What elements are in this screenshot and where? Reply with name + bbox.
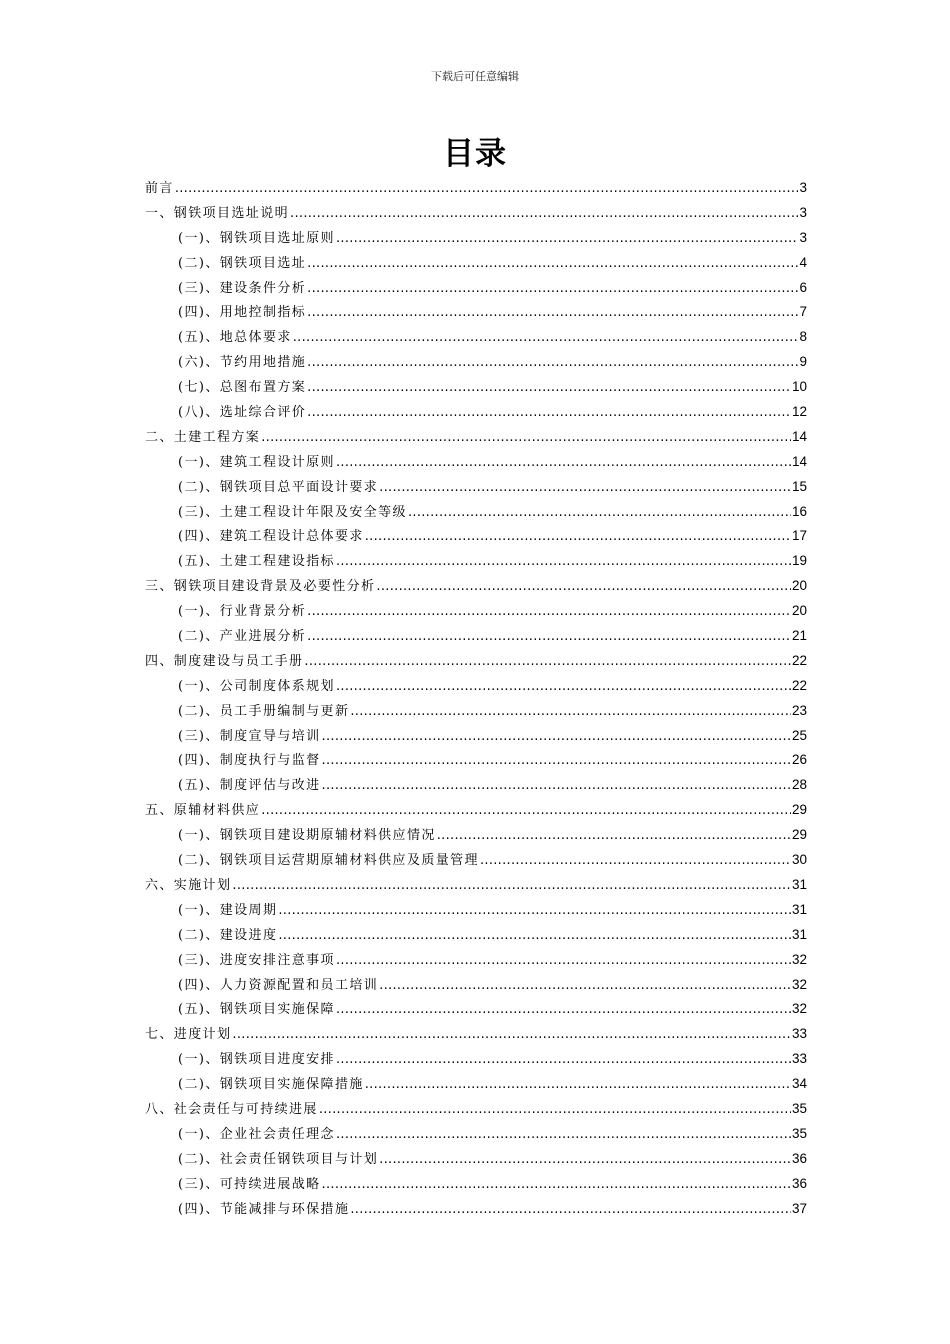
dot-leader [365, 525, 791, 550]
toc-entry-label: (七)、总图布置方案 [178, 380, 307, 396]
dot-leader [408, 501, 791, 526]
toc-entry-page-number: 36 [791, 1175, 807, 1191]
toc-entry-label: (三)、进度安排注意事项 [178, 952, 335, 968]
toc-entry[interactable] [145, 574, 807, 599]
toc-entry[interactable] [145, 425, 807, 450]
toc-entry[interactable] [145, 973, 807, 998]
dot-leader [278, 924, 791, 949]
toc-entry-label: (五)、钢铁项目实施保障 [178, 1002, 335, 1018]
toc-entry-label: (五)、土建工程建设指标 [178, 554, 335, 570]
toc-entry-label: (二)、社会责任钢铁项目与计划 [178, 1151, 379, 1167]
toc-entry-label: (一)、钢铁项目进度安排 [178, 1052, 335, 1068]
toc-entry-label: 四、制度建设与员工手册 [145, 653, 304, 669]
toc-entry-label: (一)、企业社会责任理念 [178, 1126, 335, 1142]
toc-entry-label: (四)、建筑工程设计总体要求 [178, 529, 364, 545]
dot-leader [336, 227, 799, 252]
dot-leader [307, 376, 791, 401]
toc-entry-page-number: 21 [791, 628, 807, 644]
dot-leader [350, 700, 791, 725]
dot-leader [322, 1173, 791, 1198]
toc-entry-label: (四)、人力资源配置和员工培训 [178, 977, 379, 993]
dot-leader [307, 600, 791, 625]
dot-leader [307, 625, 791, 650]
dot-leader [336, 451, 791, 476]
dot-leader [307, 252, 798, 277]
toc-entry[interactable] [145, 549, 807, 574]
toc-entry-page-number: 10 [791, 379, 807, 395]
dot-leader [322, 725, 791, 750]
dot-leader [278, 899, 791, 924]
toc-entry-page-number: 32 [791, 951, 807, 967]
dot-leader [336, 550, 791, 575]
toc-entry[interactable] [145, 1172, 807, 1197]
toc-entry[interactable] [145, 1197, 807, 1222]
dot-leader [293, 326, 799, 351]
toc-entry-page-number: 14 [791, 453, 807, 469]
toc-entry-label: (二)、钢铁项目运营期原辅材料供应及质量管理 [178, 853, 479, 869]
toc-entry-page-number: 29 [791, 827, 807, 843]
toc-entry[interactable] [145, 1097, 807, 1122]
toc-entry-page-number: 34 [791, 1076, 807, 1092]
page-title: 目录 [443, 136, 507, 172]
dot-leader [376, 575, 791, 600]
toc-entry-page-number: 35 [791, 1100, 807, 1116]
toc-entry-page-number: 3 [799, 229, 807, 245]
toc-entry-page-number: 30 [791, 852, 807, 868]
toc-entry[interactable] [145, 251, 807, 276]
toc-entry-label: (二)、钢铁项目总平面设计要求 [178, 479, 379, 495]
dot-leader [261, 799, 791, 824]
toc-entry[interactable] [145, 624, 807, 649]
toc-entry-page-number: 36 [791, 1150, 807, 1166]
dot-leader [336, 675, 791, 700]
toc-entry-label: (五)、地总体要求 [178, 330, 292, 346]
toc-entry[interactable] [145, 500, 807, 525]
toc-entry[interactable] [145, 649, 807, 674]
toc-entry[interactable] [145, 798, 807, 823]
toc-entry-label: (四)、制度执行与监督 [178, 753, 321, 769]
toc-entry-page-number: 32 [791, 1001, 807, 1017]
dot-leader [261, 426, 791, 451]
toc-entry-page-number: 26 [791, 752, 807, 768]
toc-entry[interactable] [145, 325, 807, 350]
dot-leader [175, 177, 799, 202]
dot-leader [336, 998, 791, 1023]
dot-leader [336, 1048, 791, 1073]
toc-entry[interactable] [145, 400, 807, 425]
toc-entry-page-number: 20 [791, 603, 807, 619]
toc-entry[interactable] [145, 898, 807, 923]
dot-leader [336, 1123, 791, 1148]
toc-entry-label: 二、土建工程方案 [145, 429, 261, 445]
toc-entry[interactable] [145, 201, 807, 226]
toc-entry[interactable] [145, 276, 807, 301]
toc-entry[interactable] [145, 848, 807, 873]
toc-entry-label: 前言 [145, 181, 174, 196]
toc-entry-label: 三、钢铁项目建设背景及必要性分析 [145, 579, 376, 595]
toc-entry-label: (二)、建设进度 [178, 927, 278, 943]
toc-entry-page-number: 7 [799, 304, 807, 320]
header-note: 下载后可任意编辑 [431, 70, 519, 83]
toc-entry-page-number: 15 [791, 478, 807, 494]
toc-entry[interactable] [145, 300, 807, 325]
toc-entry-label: (一)、钢铁项目选址原则 [178, 230, 335, 246]
toc-entry-label: (三)、制度宣导与培训 [178, 728, 321, 744]
toc-entry-page-number: 31 [791, 876, 807, 892]
dot-leader [232, 874, 791, 899]
toc-entry[interactable] [145, 997, 807, 1022]
toc-entry-label: 七、进度计划 [145, 1027, 232, 1043]
toc-entry-label: (一)、钢铁项目建设期原辅材料供应情况 [178, 828, 436, 844]
toc-entry[interactable] [145, 176, 807, 201]
toc-entry-page-number: 35 [791, 1125, 807, 1141]
dot-leader [307, 301, 798, 326]
toc-entry-label: 八、社会责任与可持续进展 [145, 1101, 318, 1117]
toc-entry-label: (三)、土建工程设计年限及安全等级 [178, 504, 407, 520]
toc-entry[interactable] [145, 1122, 807, 1147]
toc-entry-page-number: 22 [791, 677, 807, 693]
dot-leader [307, 401, 791, 426]
table-of-contents [145, 176, 807, 1221]
toc-entry-page-number: 33 [791, 1026, 807, 1042]
toc-entry-page-number: 28 [791, 777, 807, 793]
toc-entry-label: (一)、行业背景分析 [178, 604, 307, 620]
toc-entry-label: (二)、钢铁项目选址 [178, 255, 307, 271]
toc-entry-label: 一、钢铁项目选址说明 [145, 205, 290, 221]
toc-entry-label: (五)、制度评估与改进 [178, 778, 321, 794]
dot-leader [322, 749, 791, 774]
toc-entry[interactable] [145, 724, 807, 749]
toc-entry-label: (二)、员工手册编制与更新 [178, 703, 350, 719]
toc-entry[interactable] [145, 1022, 807, 1047]
toc-entry-page-number: 16 [791, 503, 807, 519]
dot-leader [304, 650, 791, 675]
dot-leader [319, 1098, 791, 1123]
toc-entry-label: (四)、节能减排与环保措施 [178, 1201, 350, 1217]
toc-entry[interactable] [145, 375, 807, 400]
toc-entry-label: 六、实施计划 [145, 877, 232, 893]
toc-entry[interactable] [145, 823, 807, 848]
dot-leader [379, 1148, 791, 1173]
toc-entry-label: (三)、建设条件分析 [178, 280, 307, 296]
toc-entry-label: (六)、节约用地措施 [178, 355, 307, 371]
toc-entry[interactable] [145, 226, 807, 251]
dot-leader [379, 974, 791, 999]
dot-leader [290, 202, 798, 227]
toc-entry-page-number: 3 [799, 204, 807, 220]
toc-entry-page-number: 23 [791, 702, 807, 718]
dot-leader [307, 277, 798, 302]
toc-entry-page-number: 31 [791, 926, 807, 942]
dot-leader [322, 774, 791, 799]
dot-leader [365, 1073, 791, 1098]
toc-entry[interactable] [145, 923, 807, 948]
dot-leader [379, 476, 791, 501]
toc-entry-page-number: 32 [791, 976, 807, 992]
toc-entry-label: (三)、可持续进展战略 [178, 1176, 321, 1192]
toc-entry[interactable] [145, 350, 807, 375]
dot-leader [350, 1198, 791, 1223]
toc-entry[interactable] [145, 450, 807, 475]
toc-entry[interactable] [145, 475, 807, 500]
dot-leader [480, 849, 791, 874]
toc-entry[interactable] [145, 1147, 807, 1172]
toc-entry-page-number: 6 [799, 279, 807, 295]
toc-entry-page-number: 33 [791, 1051, 807, 1067]
toc-entry-page-number: 37 [791, 1200, 807, 1216]
toc-entry[interactable] [145, 773, 807, 798]
toc-entry-page-number: 29 [791, 802, 807, 818]
toc-entry[interactable] [145, 748, 807, 773]
toc-entry-page-number: 14 [791, 428, 807, 444]
toc-entry-page-number: 31 [791, 901, 807, 917]
toc-entry-page-number: 25 [791, 727, 807, 743]
toc-entry-page-number: 8 [799, 329, 807, 345]
dot-leader [307, 351, 798, 376]
toc-entry-page-number: 3 [799, 180, 807, 195]
dot-leader [437, 824, 791, 849]
toc-entry-label: (一)、公司制度体系规划 [178, 678, 335, 694]
toc-entry[interactable] [145, 873, 807, 898]
toc-entry[interactable] [145, 1047, 807, 1072]
toc-entry-page-number: 17 [791, 528, 807, 544]
toc-entry[interactable] [145, 674, 807, 699]
toc-entry[interactable] [145, 948, 807, 973]
toc-entry-page-number: 4 [799, 254, 807, 270]
toc-entry-page-number: 22 [791, 652, 807, 668]
toc-entry[interactable] [145, 599, 807, 624]
toc-entry-page-number: 20 [791, 578, 807, 594]
toc-entry-page-number: 19 [791, 553, 807, 569]
toc-entry[interactable] [145, 699, 807, 724]
toc-entry-page-number: 12 [791, 404, 807, 420]
dot-leader [336, 949, 791, 974]
toc-entry-label: (四)、用地控制指标 [178, 305, 307, 321]
toc-entry-page-number: 9 [799, 354, 807, 370]
toc-entry-label: (一)、建设周期 [178, 902, 278, 918]
toc-entry[interactable] [145, 1072, 807, 1097]
toc-entry-label: (二)、产业进展分析 [178, 629, 307, 645]
toc-entry[interactable] [145, 524, 807, 549]
toc-entry-label: 五、原辅材料供应 [145, 803, 261, 819]
toc-entry-label: (一)、建筑工程设计原则 [178, 454, 335, 470]
dot-leader [232, 1023, 791, 1048]
toc-entry-label: (八)、选址综合评价 [178, 405, 307, 421]
toc-entry-label: (二)、钢铁项目实施保障措施 [178, 1077, 364, 1093]
